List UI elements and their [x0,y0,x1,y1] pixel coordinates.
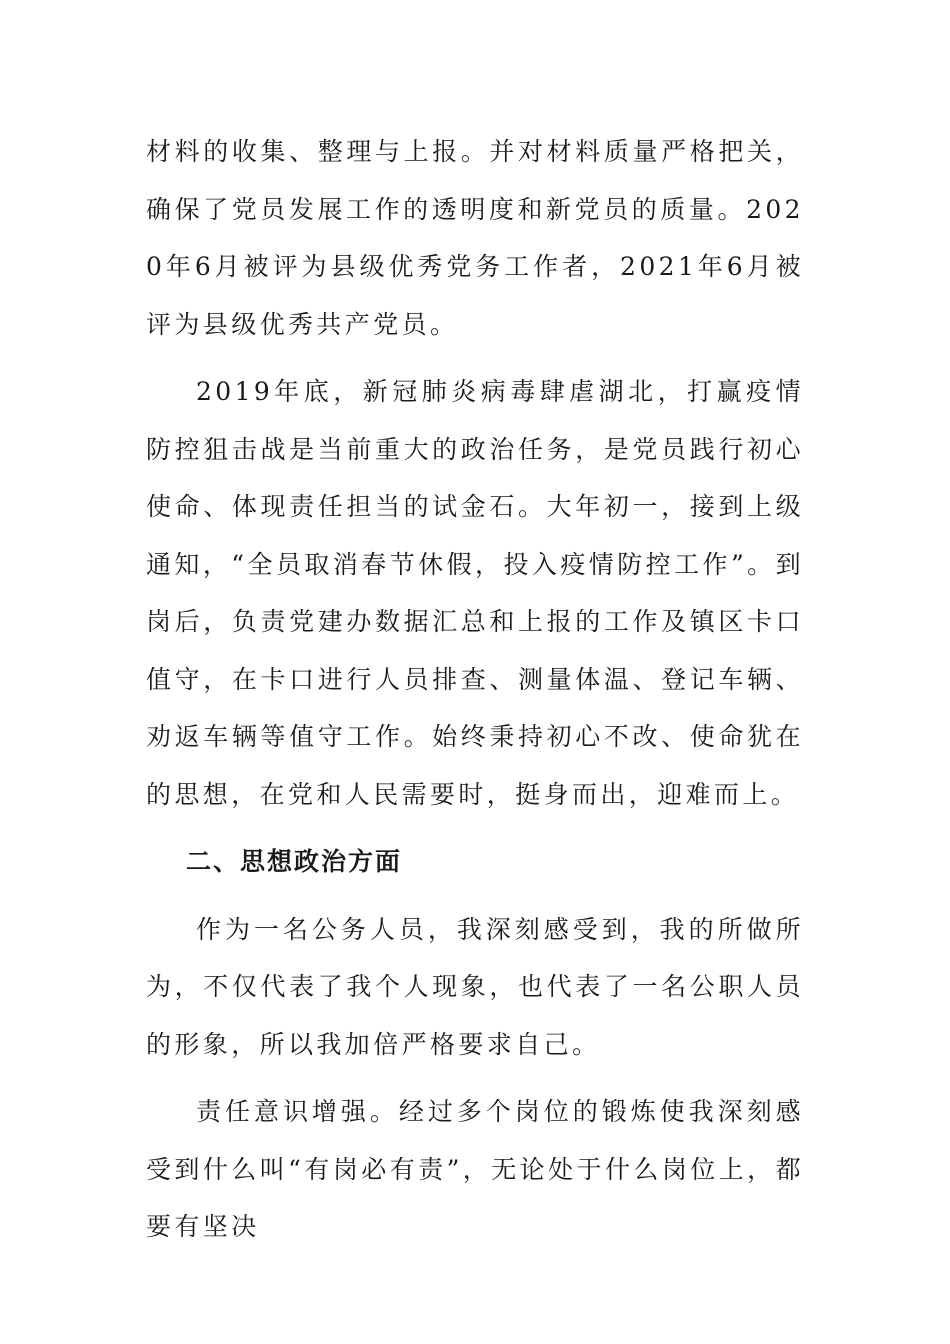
paragraph-1: 材料的收集、整理与上报。并对材料质量严格把关，确保了党员发展工作的透明度和新党员的质量。2020年6月被评为县级优秀党务工作者，2021年6月被评为县级优秀共产党员。 [146,137,804,339]
section-heading: 二、思想政治方面 [186,847,403,876]
document-body [146,123,804,1256]
paragraph-3: 作为一名公务人员，我深刻感受到，我的所做所为，不仅代表了我个人现象，也代表了一名公职人员的形象，所以我加倍严格要求自己。 [146,914,804,1059]
paragraph-2: 2019年底，新冠肺炎病毒肆虐湖北，打赢疫情防控狙击战是当前重大的政治任务，是党员践行初心使命、体现责任担当的试金石。大年初一，接到上级通知，“全员取消春节休假，投入疫情防控工作”。到岗后，负责党建办数据汇总和上报的工作及镇区卡口值守，在卡口进行人员排查、测量体温、登记车辆、劝返车辆等值守工作。始终秉持初心不改、使命犹在的思想，在党和人民需要时，挺身而出，迎难而上。 [146,377,804,809]
paragraph-4: 责任意识增强。经过多个岗位的锻炼使我深刻感受到什么叫“有岗必有责”，无论处于什么岗位上，都要有坚决 [146,1097,804,1241]
